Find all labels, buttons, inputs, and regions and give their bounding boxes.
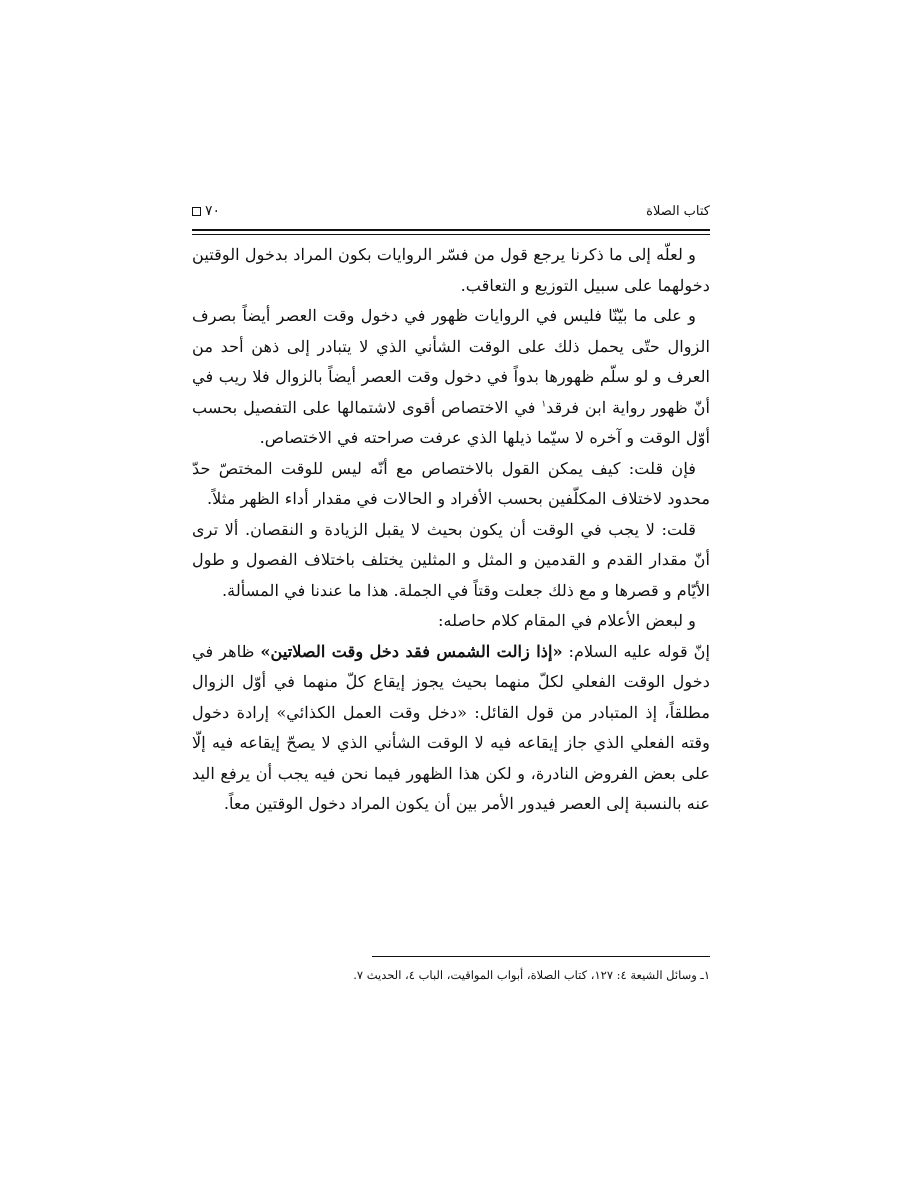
footnote: ١ـ وسائل الشيعة ٤: ١٢٧، كتاب الصلاة، أبواب المواقيت، الباب ٤، الحديث ٧. (353, 968, 710, 982)
quoted-hadith: «إذا زالت الشمس فقد دخل وقت الصلاتين» (260, 641, 563, 661)
page-number-block (192, 203, 220, 219)
square-ornament-icon (192, 207, 201, 216)
book-page (192, 196, 710, 1096)
paragraph-5: و لبعض الأعلام في المقام كلام حاصله: (438, 611, 696, 630)
page-number: ٧٠ (205, 203, 221, 219)
paragraph-2-text-b: في الاختصاص أقوى لاشتمالها على التفصيل بحسب أوّل الوقت و آخره لا سيّما ذيلها الذي عرفت صراحته في الاختصاص. (192, 397, 710, 447)
chapter-title: كتاب الصلاة (646, 203, 710, 219)
footnote-reference[interactable]: ١ (541, 399, 547, 410)
paragraph-2-text-a: و على ما بيّنّا فليس في الروايات ظهور في دخول وقت العصر أيضاً بصرف الزوال حتّى يحمل ذلك على الوقت الشأني الذي لا يتبادر إلى ذهن أحد من العرف و لو سلّم ظهورها بدواً في دخول وقت العصر أيضاً بالزوال فلا ريب في أنّ ظهور رواية ابن فرقد (192, 306, 710, 417)
header-rule (192, 229, 710, 235)
paragraph-6 (192, 637, 710, 820)
running-header (192, 196, 710, 226)
footnote-separator (372, 956, 710, 957)
paragraph-6-text-a: إنّ قوله عليه السلام: (562, 641, 710, 661)
paragraph-3: فإن قلت: كيف يمكن القول بالاختصاص مع أنّه ليس للوقت المختصّ حدّ محدود لاختلاف المكلّفين بحسب الأفراد و الحالات في مقدار أداء الظهر مثلاً. (192, 458, 710, 508)
paragraph-4: قلت: لا يجب في الوقت أن يكون بحيث لا يقبل الزيادة و النقصان. ألا ترى أنّ مقدار القدم و القدمين و المثل و المثلين يختلف باختلاف الفصول و طول الأيّام و قصرها و مع ذلك جعلت وقتاً في الجملة. هذا ما عندنا في المسألة. (192, 519, 710, 600)
body-text (192, 240, 710, 820)
paragraph-6-text-b: ظاهر في دخول الوقت الفعلي لكلّ منهما بحيث يجوز إيقاع كلّ منهما في أوّل الزوال مطلقاً، إذ المتبادر من قول القائل: «دخل وقت العمل الكذائي» إرادة دخول وقته الفعلي الذي جاز إيقاعه فيه لا الوقت الشأني الذي لا يصحّ إيقاعه فيه إلّا على بعض الفروض النادرة، و لكن هذا الظهور فيما نحن فيه يجب أن يرفع اليد عنه بالنسبة إلى العصر فيدور الأمر بين أن يكون المراد دخول الوقتين معاً. (192, 641, 710, 813)
paragraph-2 (192, 301, 710, 454)
paragraph-1: و لعلّه إلى ما ذكرنا يرجع قول من فسّر الروايات بكون المراد بدخول الوقتين دخولهما على سبيل التوزيع و التعاقب. (192, 245, 710, 295)
